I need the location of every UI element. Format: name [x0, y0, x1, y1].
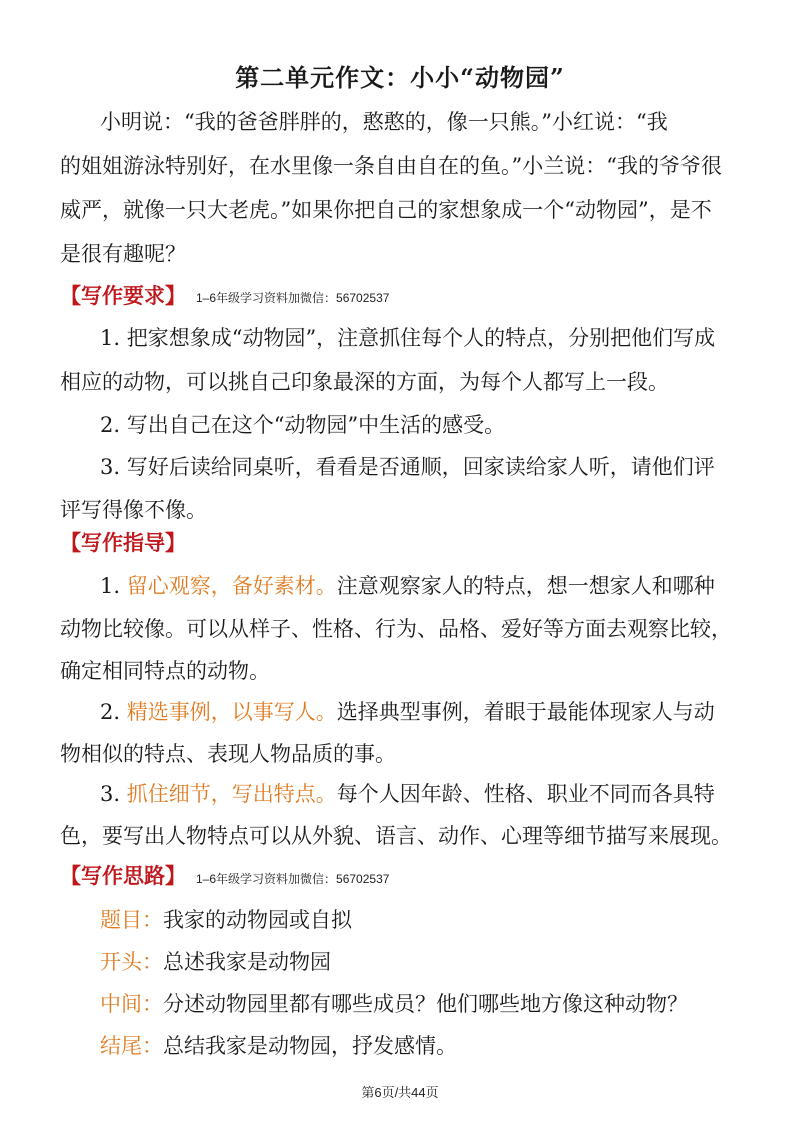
- outline-text: 我家的动物园或自拟: [163, 908, 352, 932]
- outline-label: 题目：: [100, 908, 163, 932]
- guidance-line: 动物比较像。可以从样子、性格、行为、品格、爱好等方面去观察比较，: [60, 617, 732, 641]
- intro-line: 是很有趣呢？: [60, 242, 186, 266]
- requirement-item: 评写得像不像。: [60, 498, 207, 522]
- outline-item: [100, 1030, 457, 1060]
- outline-label: 开头：: [100, 950, 163, 974]
- guidance-highlight: 精选事例，以事写人。: [126, 700, 337, 724]
- outline-item: [100, 904, 352, 934]
- guidance-line: 确定相同特点的动物。: [60, 659, 270, 683]
- outline-text: 分述动物园里都有哪些成员？他们哪些地方像这种动物？: [163, 992, 688, 1016]
- outline-text: 总述我家是动物园: [163, 950, 331, 974]
- guidance-item: [100, 570, 715, 600]
- guidance-item: [100, 696, 715, 726]
- guidance-line: 色，要写出人物特点可以从外貌、语言、动作、心理等细节描写来展现。: [60, 824, 732, 848]
- guidance-highlight: 留心观察，备好素材。: [126, 574, 337, 598]
- intro-line: 小明说：“我的爸爸胖胖的，憨憨的，像一只熊。”小红说：“我: [100, 110, 668, 134]
- guidance-highlight: 抓住细节，写出特点。: [126, 782, 337, 806]
- page-title: 第二单元作文：小小“动物园”: [235, 63, 565, 92]
- outline-label: 结尾：: [100, 1034, 163, 1058]
- outline-heading: 【写作思路】: [60, 863, 186, 888]
- guidance-number: 3.: [100, 782, 121, 806]
- guidance-number: 1.: [100, 574, 121, 598]
- requirement-item: 相应的动物，可以挑自己印象最深的方面，为每个人都写上一段。: [60, 370, 669, 394]
- guidance-text: 选择典型事例，着眼于最能体现家人与动: [336, 700, 715, 724]
- outline-item: [100, 946, 331, 976]
- page-number: 第6页/共44页: [361, 1085, 439, 1100]
- requirement-item: 1. 把家想象成“动物园”，注意抓住每个人的特点，分别把他们写成: [100, 326, 716, 350]
- contact-note: 1–6年级学习资料加微信：56702537: [196, 291, 390, 305]
- guidance-heading: 【写作指导】: [60, 530, 186, 555]
- guidance-text: 注意观察家人的特点，想一想家人和哪种: [336, 574, 715, 598]
- requirements-heading: 【写作要求】: [60, 283, 186, 308]
- outline-item: [100, 988, 688, 1018]
- contact-note: 1–6年级学习资料加微信：56702537: [196, 872, 390, 886]
- intro-line: 威严，就像一只大老虎。”如果你把自己的家想象成一个“动物园”，是不: [60, 198, 712, 222]
- intro-line: 的姐姐游泳特别好，在水里像一条自由自在的鱼。”小兰说：“我的爷爷很: [60, 154, 722, 178]
- guidance-item: [100, 778, 715, 808]
- outline-text: 总结我家是动物园，抒发感情。: [163, 1034, 457, 1058]
- requirement-item: 3. 写好后读给同桌听，看看是否通顺，回家读给家人听，请他们评: [100, 455, 715, 479]
- guidance-line: 物相似的特点、表现人物品质的事。: [60, 742, 396, 766]
- guidance-number: 2.: [100, 700, 121, 724]
- outline-label: 中间：: [100, 992, 163, 1016]
- guidance-text: 每个人因年龄、性格、职业不同而各具特: [336, 782, 715, 806]
- requirement-item: 2. 写出自己在这个“动物园”中生活的感受。: [100, 413, 506, 437]
